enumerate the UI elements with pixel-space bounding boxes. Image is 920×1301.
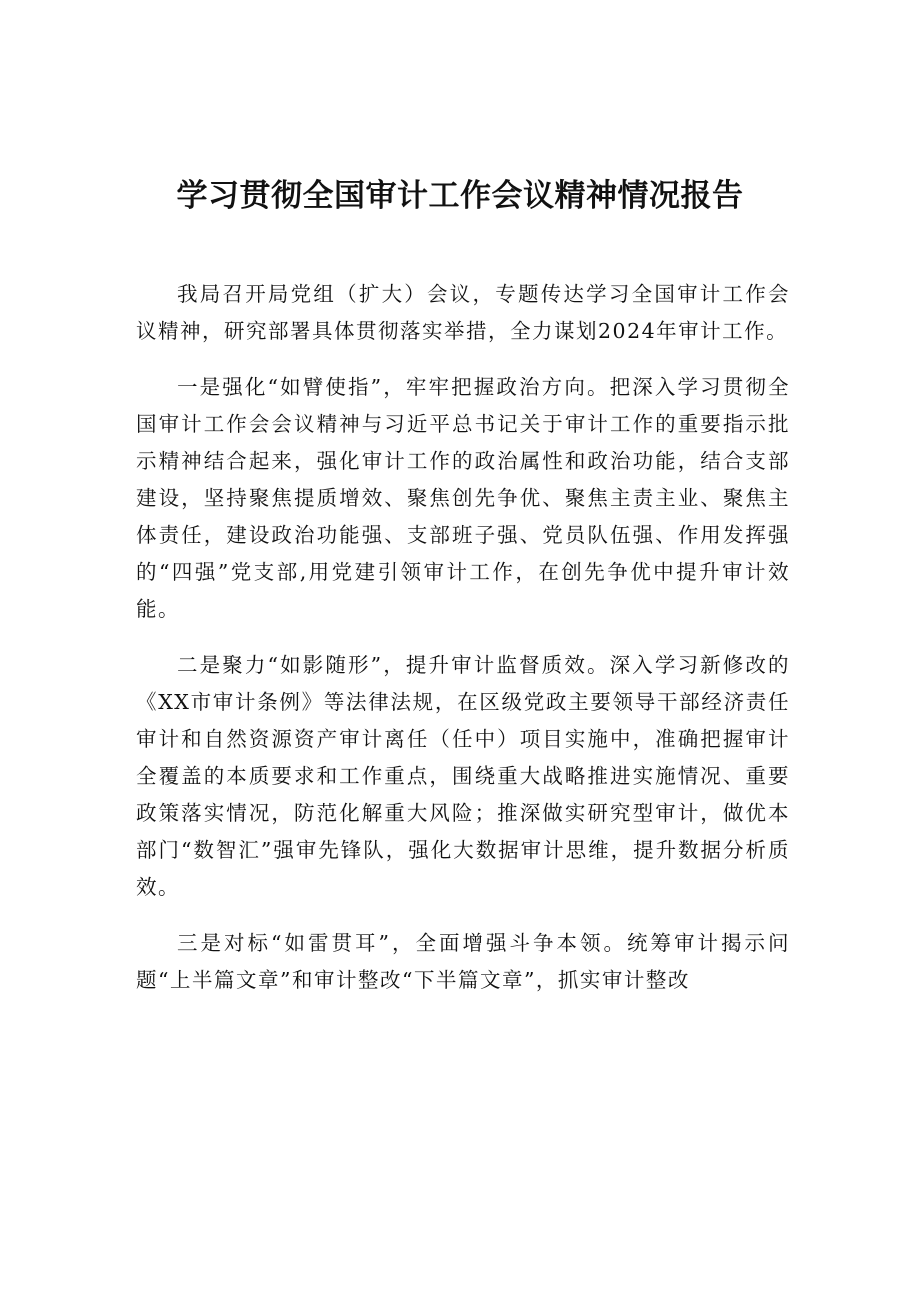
paragraph-point-one: 一是强化“如臂使指”，牢牢把握政治方向。把深入学习贯彻全国审计工作会会议精神与习近平总书记关于审计工作的重要指示批示精神结合起来，强化审计工作的政治属性和政治功能，结合支部建设，坚持聚焦提质增效、聚焦创先争优、聚焦主责主业、聚焦主体责任，建设政治功能强、支部班子强、党员队伍强、作用发挥强的“四强”党支部,用党建引领审计工作，在创先争优中提升审计效能。 [136,375,790,621]
paragraph-point-three: 三是对标“如雷贯耳”，全面增强斗争本领。统筹审计揭示问题“上半篇文章”和审计整改“下半篇文章”，抓实审计整改 [136,931,790,992]
document-title: 学习贯彻全国审计工作会议精神情况报告 [176,178,744,214]
document-body [136,276,790,999]
paragraph-point-two: 二是聚力“如影随形”，提升审计监督质效。深入学习新修改的《XX市审计条例》等法律法规，在区级党政主要领导干部经济责任审计和自然资源资产审计离任（任中）项目实施中，准确把握审计全覆盖的本质要求和工作重点，围绕重大战略推进实施情况、重要政策落实情况，防范化解重大风险；推深做实研究型审计，做优本部门“数智汇”强审先锋队，强化大数据审计思维，提升数据分析质效。 [136,653,790,899]
paragraph-intro: 我局召开局党组（扩大）会议，专题传达学习全国审计工作会议精神，研究部署具体贯彻落实举措，全力谋划2024年审计工作。 [136,282,790,343]
